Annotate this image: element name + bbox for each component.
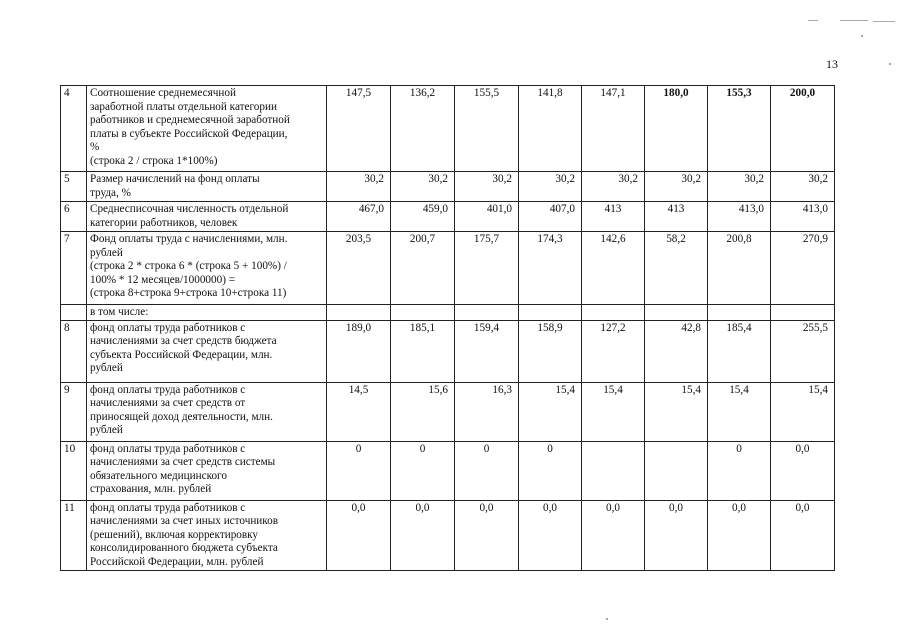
cell-value: 189,0: [327, 320, 391, 382]
cell-value: 180,0: [645, 86, 708, 172]
cell-value: 158,9: [519, 320, 582, 382]
cell-value: 0,0: [519, 500, 582, 570]
cell-value: 30,2: [327, 172, 391, 202]
cell-value: 407,0: [519, 202, 582, 232]
page-number: 13: [826, 57, 838, 71]
cell-value: 413: [582, 202, 645, 232]
table-row: [61, 86, 835, 172]
cell-value: 270,9: [771, 232, 835, 305]
cell-value: 413,0: [771, 202, 835, 232]
cell-value: [327, 305, 391, 321]
row-description: фонд оплаты труда работников с начислениями за счет средств системы обязательного медицинского страхования, млн. рублей: [87, 441, 327, 500]
cell-value: 0: [519, 441, 582, 500]
scan-mark: [840, 20, 868, 21]
cell-value: 413,0: [708, 202, 771, 232]
row-description: фонд оплаты труда работников с начислениями за счет средств бюджета субъекта Российской Федерации, млн. рублей: [87, 320, 327, 382]
cell-value: 147,5: [327, 86, 391, 172]
scan-mark: [861, 35, 863, 37]
cell-value: [582, 305, 645, 321]
scan-mark: [889, 63, 891, 65]
scan-mark: [606, 618, 608, 620]
cell-value: 30,2: [771, 172, 835, 202]
cell-value: 30,2: [391, 172, 455, 202]
cell-value: 15,4: [708, 382, 771, 441]
row-number: 4: [61, 86, 87, 172]
cell-value: 136,2: [391, 86, 455, 172]
cell-value: 185,4: [708, 320, 771, 382]
cell-value: 155,5: [455, 86, 519, 172]
row-description: Фонд оплаты труда с начислениями, млн. рублей (строка 2 * строка 6 * (строка 5 + 100%) / 100% * 12 месяцев/1000000) = (строка 8+строка 9+строка 10+строка 11): [87, 232, 327, 305]
cell-value: 200,7: [391, 232, 455, 305]
cell-value: 200,8: [708, 232, 771, 305]
table-row: [61, 305, 835, 321]
table-row: [61, 172, 835, 202]
cell-value: 175,7: [455, 232, 519, 305]
cell-value: 16,3: [455, 382, 519, 441]
cell-value: 0,0: [708, 500, 771, 570]
row-description: в том числе:: [87, 305, 327, 321]
cell-value: [645, 441, 708, 500]
cell-value: 0,0: [455, 500, 519, 570]
row-description: Соотношение среднемесячной заработной платы отдельной категории работников и среднемесячной заработной платы в субъекте Российской Федерации, % (строка 2 / строка 1*100%): [87, 86, 327, 172]
row-number: 8: [61, 320, 87, 382]
cell-value: 15,4: [582, 382, 645, 441]
row-description: Размер начислений на фонд оплаты труда, %: [87, 172, 327, 202]
cell-value: 147,1: [582, 86, 645, 172]
cell-value: 459,0: [391, 202, 455, 232]
cell-value: 14,5: [327, 382, 391, 441]
cell-value: 142,6: [582, 232, 645, 305]
cell-value: 467,0: [327, 202, 391, 232]
cell-value: 185,1: [391, 320, 455, 382]
row-number: 11: [61, 500, 87, 570]
cell-value: [391, 305, 455, 321]
table-row: [61, 441, 835, 500]
row-number: 5: [61, 172, 87, 202]
cell-value: 0: [455, 441, 519, 500]
cell-value: 42,8: [645, 320, 708, 382]
row-number: 10: [61, 441, 87, 500]
cell-value: 127,2: [582, 320, 645, 382]
cell-value: 15,4: [645, 382, 708, 441]
table-row: [61, 202, 835, 232]
cell-value: 413: [645, 202, 708, 232]
cell-value: 30,2: [455, 172, 519, 202]
cell-value: 174,3: [519, 232, 582, 305]
cell-value: 0: [391, 441, 455, 500]
scan-mark: [808, 20, 818, 21]
cell-value: 30,2: [645, 172, 708, 202]
cell-value: 255,5: [771, 320, 835, 382]
cell-value: [645, 305, 708, 321]
cell-value: 401,0: [455, 202, 519, 232]
cell-value: 15,4: [771, 382, 835, 441]
cell-value: 0,0: [645, 500, 708, 570]
cell-value: 0,0: [771, 441, 835, 500]
cell-value: [455, 305, 519, 321]
row-description: фонд оплаты труда работников с начислениями за счет средств от приносящей доход деятельности, млн. рублей: [87, 382, 327, 441]
cell-value: 203,5: [327, 232, 391, 305]
row-number: 9: [61, 382, 87, 441]
cell-value: 0,0: [327, 500, 391, 570]
cell-value: 0: [327, 441, 391, 500]
row-description: фонд оплаты труда работников с начислениями за счет иных источников (решений), включая корректировку консолидированного бюджета субъекта Российской Федерации, млн. рублей: [87, 500, 327, 570]
table-row: [61, 232, 835, 305]
row-number: [61, 305, 87, 321]
cell-value: 0: [708, 441, 771, 500]
cell-value: [582, 441, 645, 500]
cell-value: 0,0: [582, 500, 645, 570]
cell-value: [771, 305, 835, 321]
cell-value: 0,0: [391, 500, 455, 570]
row-number: 7: [61, 232, 87, 305]
row-number: 6: [61, 202, 87, 232]
cell-value: [519, 305, 582, 321]
cell-value: 58,2: [645, 232, 708, 305]
cell-value: 30,2: [519, 172, 582, 202]
cell-value: 159,4: [455, 320, 519, 382]
table-row: [61, 500, 835, 570]
scan-mark: [873, 21, 895, 22]
cell-value: 30,2: [582, 172, 645, 202]
cell-value: 141,8: [519, 86, 582, 172]
cell-value: 30,2: [708, 172, 771, 202]
cell-value: 15,4: [519, 382, 582, 441]
cell-value: [708, 305, 771, 321]
cell-value: 200,0: [771, 86, 835, 172]
table-row: [61, 320, 835, 382]
cell-value: 15,6: [391, 382, 455, 441]
cell-value: 0,0: [771, 500, 835, 570]
table-row: [61, 382, 835, 441]
data-table: [60, 85, 835, 571]
cell-value: 155,3: [708, 86, 771, 172]
row-description: Среднесписочная численность отдельной категории работников, человек: [87, 202, 327, 232]
